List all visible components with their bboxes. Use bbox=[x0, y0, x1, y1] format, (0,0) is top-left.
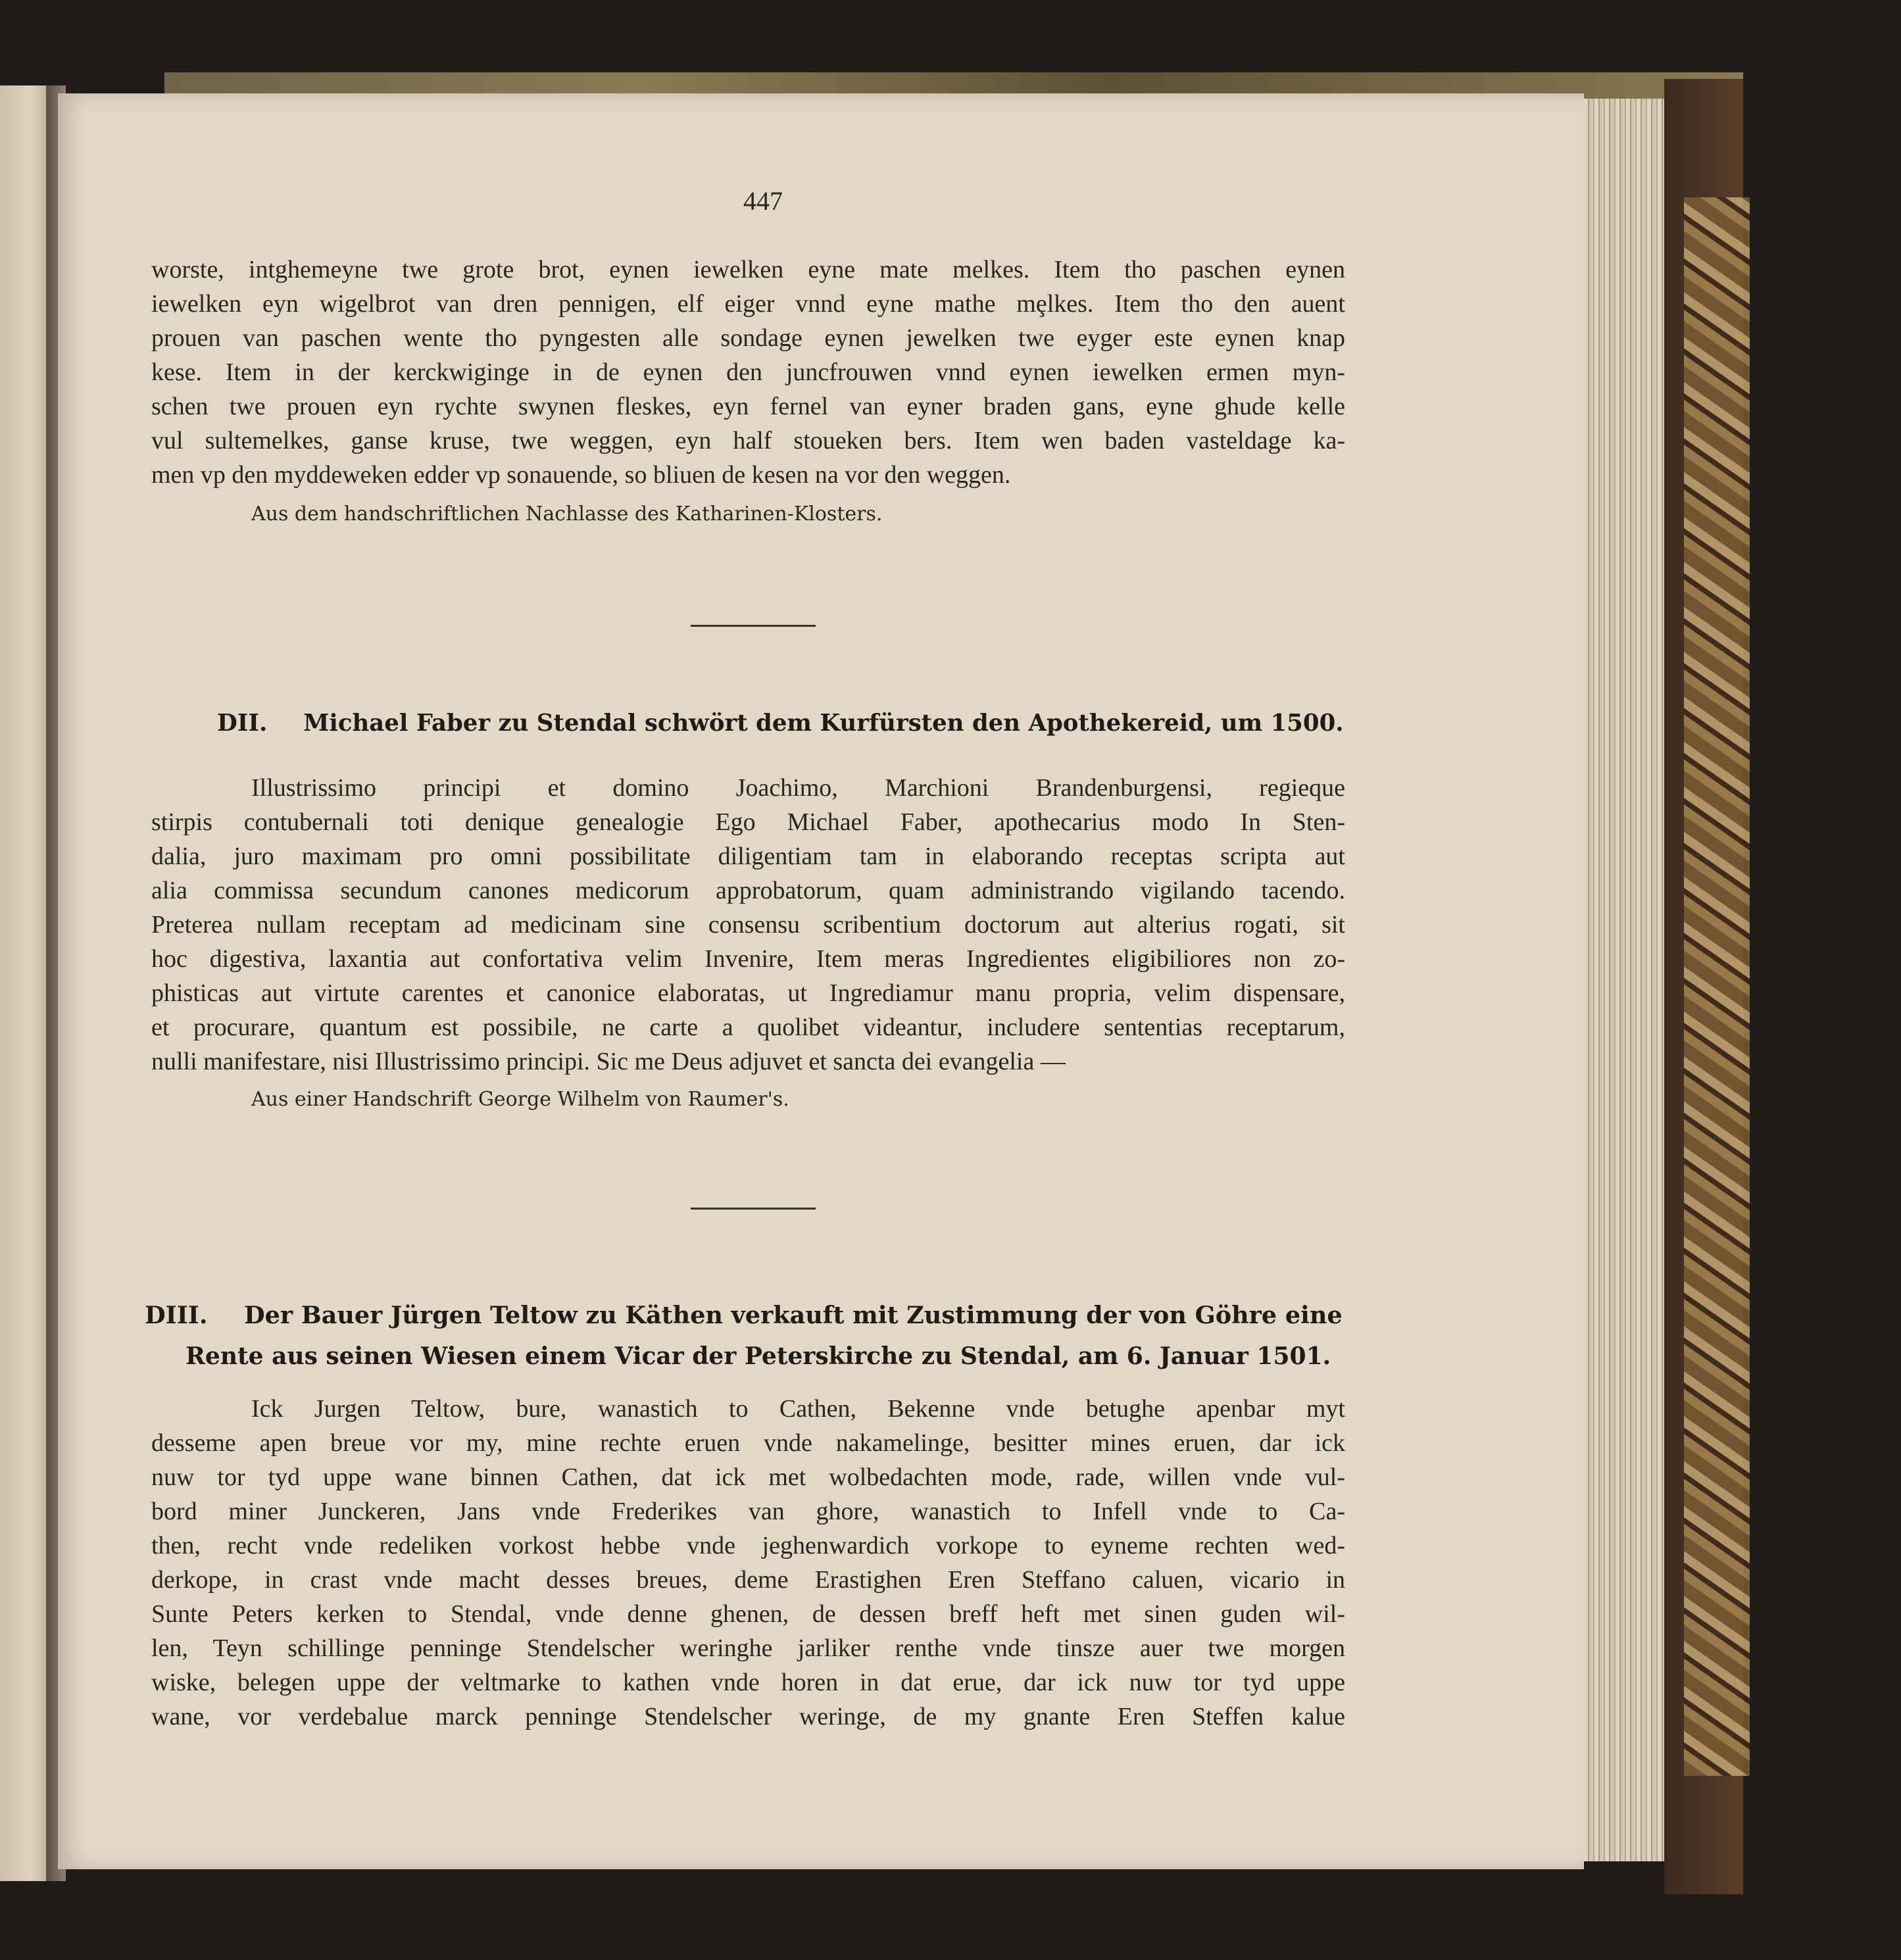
text-line: nulli manifestare, nisi Illustrissimo principi. Sic me Deus adjuvet et sancta dei evangelia — bbox=[151, 1048, 1066, 1075]
section-number: DIII. bbox=[145, 1301, 208, 1329]
text-line: schen twe prouen eyn rychte swynen fleskes, eyn fernel van eyner braden gans, eyne ghude kelle bbox=[151, 393, 1345, 420]
section-title: Michael Faber zu Stendal schwört dem Kurfürsten den Apothekereid, um 1500. bbox=[303, 710, 1344, 737]
text-line: derkope, in crast vnde macht desses breues, deme Erastighen Eren Steffano caluen, vicario in bbox=[151, 1566, 1345, 1594]
text-line: men vp den myddeweken edder vp sonauende, so bliuen de kesen na vor den weggen. bbox=[151, 461, 1011, 489]
text-line: stirpis contubernali toti denique genealogie Ego Michael Faber, apothecarius modo In Sten- bbox=[151, 808, 1345, 836]
section-title-line2: Rente aus seinen Wiesen einem Vicar der Peterskirche zu Stendal, am 6. Januar 1501. bbox=[185, 1342, 1331, 1370]
left-page-sliver bbox=[0, 86, 53, 1881]
text-line: wiske, belegen uppe der veltmarke to kathen vnde horen in dat erue, dar ick nuw tor tyd uppe bbox=[151, 1669, 1345, 1696]
page-number: 447 bbox=[743, 186, 783, 216]
text-line: phisticas aut virtute carentes et canonice elaboratas, ut Ingrediamur manu propria, velim dispensare, bbox=[151, 979, 1345, 1007]
text-line: prouen van paschen wente tho pyngesten alle sondage eynen jewelken twe eyger este eynen knap bbox=[151, 324, 1345, 352]
text-line: wane, vor verdebalue marck penninge Stendelscher weringe, de my gnante Eren Steffen kalue bbox=[151, 1703, 1345, 1730]
text-line: vul sultemelkes, ganse kruse, twe weggen, eyn half stoueken bers. Item wen baden vasteldage ka- bbox=[151, 427, 1345, 454]
text-line: len, Teyn schillinge penninge Stendelscher weringhe jarliker renthe vnde tinsze auer twe morgen bbox=[151, 1634, 1345, 1662]
marbled-edge bbox=[1684, 197, 1750, 1776]
text-line: nuw tor tyd uppe wane binnen Cathen, dat ick met wolbedachten mode, rade, willen vnde vul- bbox=[151, 1463, 1345, 1491]
text-line: alia commissa secundum canones medicorum approbatorum, quam administrando vigilando tacendo. bbox=[151, 877, 1345, 904]
page-stack-edge bbox=[1579, 99, 1664, 1861]
source-note: Aus einer Handschrift George Wilhelm von Raumer's. bbox=[251, 1088, 789, 1111]
text-line: hoc digestiva, laxantia aut confortativa velim Invenire, Item meras Ingredientes eligibiliores non zo- bbox=[151, 945, 1345, 973]
text-line: iewelken eyn wigelbrot van dren pennigen, elf eiger vnnd eyne mathe mȩlkes. Item tho den auent bbox=[151, 290, 1345, 318]
text-line: Illustrissimo principi et domino Joachimo, Marchioni Brandenburgensi, regieque bbox=[251, 774, 1345, 802]
section-number: DII. bbox=[217, 710, 268, 737]
text-line: then, recht vnde redeliken vorkost hebbe vnde jeghenwardich vorkope to eyneme rechten wed- bbox=[151, 1532, 1345, 1559]
text-line: bord miner Junckeren, Jans vnde Frederikes van ghore, wanastich to Infell vnde to Ca- bbox=[151, 1498, 1345, 1525]
section-heading bbox=[145, 1297, 1343, 1334]
text-line: Ick Jurgen Teltow, bure, wanastich to Cathen, Bekenne vnde betughe apenbar myt bbox=[251, 1395, 1345, 1423]
section-divider bbox=[691, 625, 816, 627]
text-line: desseme apen breue vor my, mine rechte eruen vnde nakamelinge, besitter mines eruen, dar ick bbox=[151, 1429, 1345, 1457]
text-line: Sunte Peters kerken to Stendal, vnde denne ghenen, de dessen breff heft met sinen guden wil- bbox=[151, 1600, 1345, 1628]
source-note: Aus dem handschriftlichen Nachlasse des Katharinen-Klosters. bbox=[251, 502, 883, 526]
text-line: worste, intghemeyne twe grote brot, eynen iewelken eyne mate melkes. Item tho paschen eynen bbox=[151, 256, 1345, 283]
section-divider bbox=[691, 1208, 816, 1210]
section-heading bbox=[217, 705, 1344, 742]
section-title-line1: Der Bauer Jürgen Teltow zu Käthen verkauft mit Zustimmung der von Göhre eine bbox=[244, 1301, 1343, 1329]
text-line: et procurare, quantum est possibile, ne carte a quolibet videantur, includere sententias receptarum, bbox=[151, 1014, 1345, 1041]
text-line: Preterea nullam receptam ad medicinam sine consensu scribentium doctorum aut alterius rogati, sit bbox=[151, 911, 1345, 939]
text-line: kese. Item in der kerckwiginge in de eynen den juncfrouwen vnnd eynen iewelken ermen myn- bbox=[151, 358, 1345, 386]
text-line: dalia, juro maximam pro omni possibilitate diligentiam tam in elaborando receptas scripta aut bbox=[151, 843, 1345, 870]
